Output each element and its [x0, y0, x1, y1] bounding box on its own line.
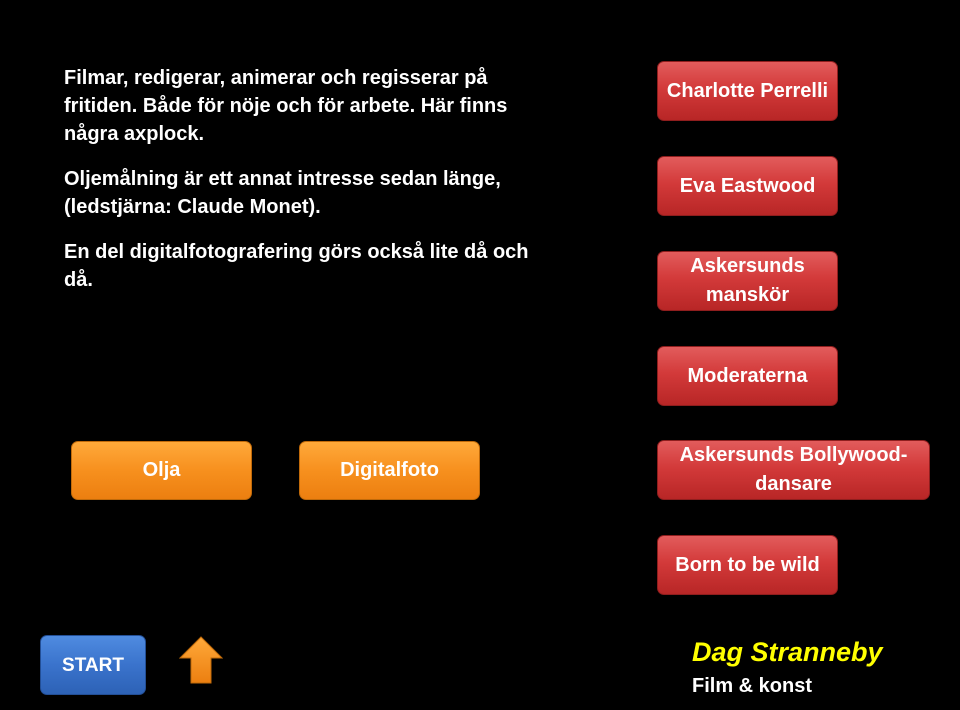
- video-link-eva-eastwood[interactable]: Eva Eastwood: [657, 156, 838, 216]
- start-button[interactable]: START: [40, 635, 146, 695]
- olja-button[interactable]: Olja: [71, 441, 252, 500]
- digitalfoto-button[interactable]: Digitalfoto: [299, 441, 480, 500]
- up-arrow-icon[interactable]: [179, 636, 223, 684]
- intro-paragraph-2: Oljemålning är ett annat intresse sedan länge, (ledstjärna: Claude Monet).: [64, 168, 501, 218]
- video-link-moderaterna[interactable]: Moderaterna: [657, 346, 838, 406]
- video-link-charlotte-perrelli[interactable]: Charlotte Perrelli: [657, 61, 838, 121]
- video-link-askersunds-manskor[interactable]: Askersunds manskör: [657, 251, 838, 311]
- video-link-born-to-be-wild[interactable]: Born to be wild: [657, 535, 838, 595]
- author-name: Dag Stranneby: [692, 637, 883, 667]
- video-link-bollywood-dansare[interactable]: Askersunds Bollywood-dansare: [657, 440, 930, 500]
- intro-paragraph-1: Filmar, redigerar, animerar och regisserar på fritiden. Både för nöje och för arbete. Här finns några axplock.: [64, 67, 508, 145]
- intro-paragraph-3: En del digitalfotografering görs också lite då och då.: [64, 241, 529, 291]
- author-subtitle: Film & konst: [692, 675, 813, 697]
- intro-text: [64, 64, 534, 311]
